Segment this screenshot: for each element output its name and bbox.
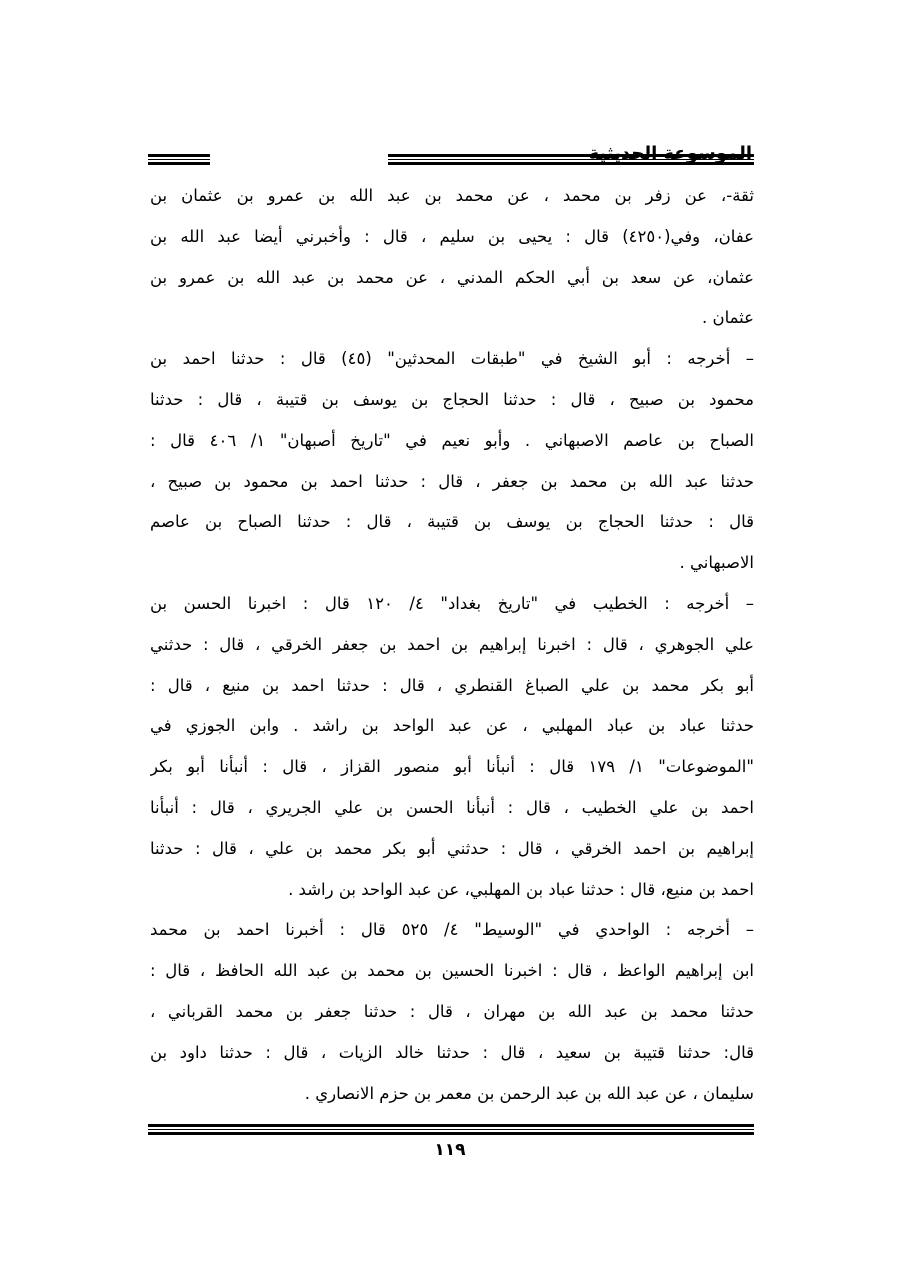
text-line: سليمان ، عن عبد الله بن عبد الرحمن بن معمر بن حزم الانصاري . [304,1083,754,1103]
text-line: – أخرجه : الخطيب في "تاريخ بغداد" ٤/ ١٢٠ قال : اخبرنا الحسن بن [150,593,754,613]
paragraph [150,584,754,910]
text-line: ابن إبراهيم الواعظ ، قال : اخبرنا الحسين بن محمد بن عبد الله الحافظ ، قال : [150,961,754,981]
text-line: عثمان، عن سعد بن أبي الحكم المدني ، عن محمد بن عبد الله بن عمرو بن [150,267,754,287]
text-line: حدثنا محمد بن عبد الله بن مهران ، قال : حدثنا جعفر بن محمد القرباني ، [150,1001,754,1021]
text-line: الاصبهاني . [679,553,754,573]
footer-rule [148,1124,754,1136]
text-line: احمد بن منيع، قال : حدثنا عباد بن المهلبي، عن عبد الواحد بن راشد . [288,879,754,899]
text-line: – أخرجه : الواحدي في "الوسيط" ٤/ ٥٢٥ قال : أخبرنا احمد بن محمد [150,920,754,940]
body-text [150,176,754,1114]
text-line: "الموضوعات" ١/ ١٧٩ قال : أنبأنا أبو منصور القزاز ، قال : أنبأنا أبو بكر [150,757,754,777]
text-line: قال: حدثنا قتيبة بن سعيد ، قال : حدثنا خالد الزيات ، قال : حدثنا داود بن [150,1042,754,1062]
paragraph [150,339,754,584]
text-line: الصباح بن عاصم الاصبهاني . وأبو نعيم في "تاريخ أصبهان" ١/ ٤٠٦ قال : [150,430,754,450]
paragraph [150,176,754,339]
text-line: أبو بكر محمد بن علي الصباغ القنطري ، قال : حدثنا احمد بن منيع ، قال : [150,675,754,695]
text-line: قال : حدثنا الحجاج بن يوسف بن قتيبة ، قال : حدثنا الصباح بن عاصم [150,512,754,532]
running-header [148,140,754,174]
text-line: حدثنا عبد الله بن محمد بن جعفر ، قال : حدثنا احمد بن محمود بن صبيح ، [150,471,754,491]
text-line: حدثنا عباد بن عباد المهلبي ، عن عبد الواحد بن راشد . وابن الجوزي في [150,716,754,736]
text-line: – أخرجه : أبو الشيخ في "طبقات المحدثين" (٤٥) قال : حدثنا احمد بن [150,349,754,369]
page-number: ١١٩ [434,1140,466,1160]
text-line: ثقة-، عن زفر بن محمد ، عن محمد بن عبد الله بن عمرو بن عثمان بن [150,186,754,205]
text-line: علي الجوهري ، قال : اخبرنا إبراهيم بن احمد بن جعفر الخرقي ، قال : حدثني [150,634,754,654]
paragraph [150,910,754,1114]
text-line: احمد بن علي الخطيب ، قال : أنبأنا الحسن بن علي الجريري ، قال : أنبأنا [150,797,754,817]
text-line: عفان، وفي(٤٢٥٠) قال : يحيى بن سليم ، قال : وأخبرني أيضا عبد الله بن [150,226,754,246]
text-line: محمود بن صبيح ، قال : حدثنا الحجاج بن يوسف بن قتيبة ، قال : حدثنا [150,389,754,409]
header-title: الموسوعة الحديثية [588,143,752,164]
text-line: عثمان . [702,308,754,328]
text-line: إبراهيم بن احمد الخرقي ، قال : حدثني أبو بكر محمد بن علي ، قال : حدثنا [150,838,754,858]
